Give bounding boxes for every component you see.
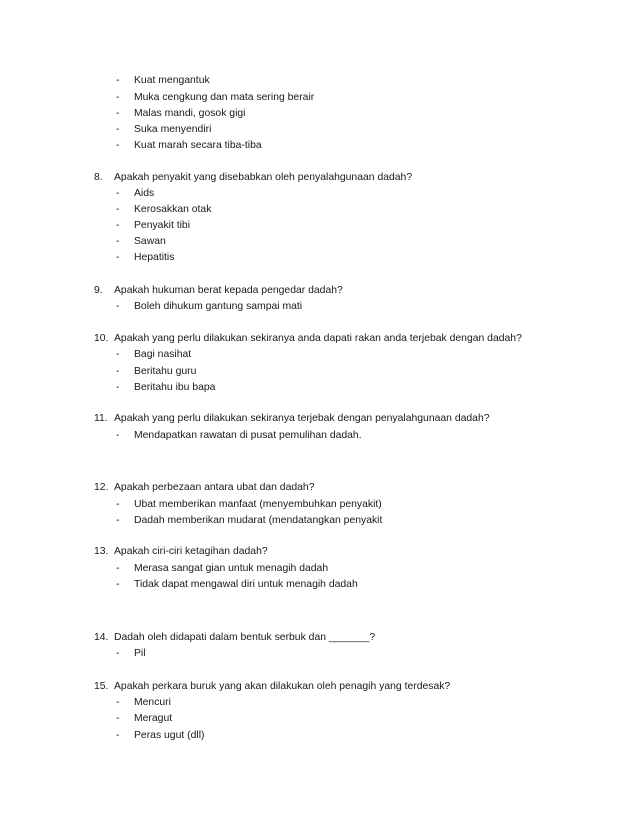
document-page: - Kuat mengantuk - Muka cengkung dan mata sering berair - Malas mandi, gosok gigi - Suka menyendiri - Kuat marah secara tiba-tiba 8. Apakah penyakit yang disebabkan oleh penyalahgunaan dadah? - Aids - Kerosakkan otak - Penyakit tibi - Sawan - Hepatitis 9. Apakah hukuman berat kepada pengedar dadah? - Boleh dihukum gantung sampai mati 10. Apakah yang perlu dilakukan sekiranya anda dapati rakan anda terjebak dengan dadah? - Bagi nasihat - Beritahu guru - Beritahu ibu bapa 11. Apakah yang perlu dilakukan sekiranya terjebak dengan penyalahgunaan dadah? - Mendapatkan rawatan di pusat pemulihan dadah. 12. Apakah perbezaan antara ubat dan dadah? - Ubat memberikan manfaat (menyembuhkan penyakit) - Dadah memberikan mudarat (mendatangkan penyakit 13. Apakah ciri-ciri ketagihan dadah? - Merasa sangat gian untuk menagih dadah - Tidak dapat mengawal diri untuk menagih dadah 14. Dadah oleh didapati dalam bentuk serbuk dan _______? - Pil 15. Apakah perkara buruk yang akan dilakukan oleh penagih yang terdesak? - Mencuri - Meragut - Peras ugut (dll) [94,75,522,741]
